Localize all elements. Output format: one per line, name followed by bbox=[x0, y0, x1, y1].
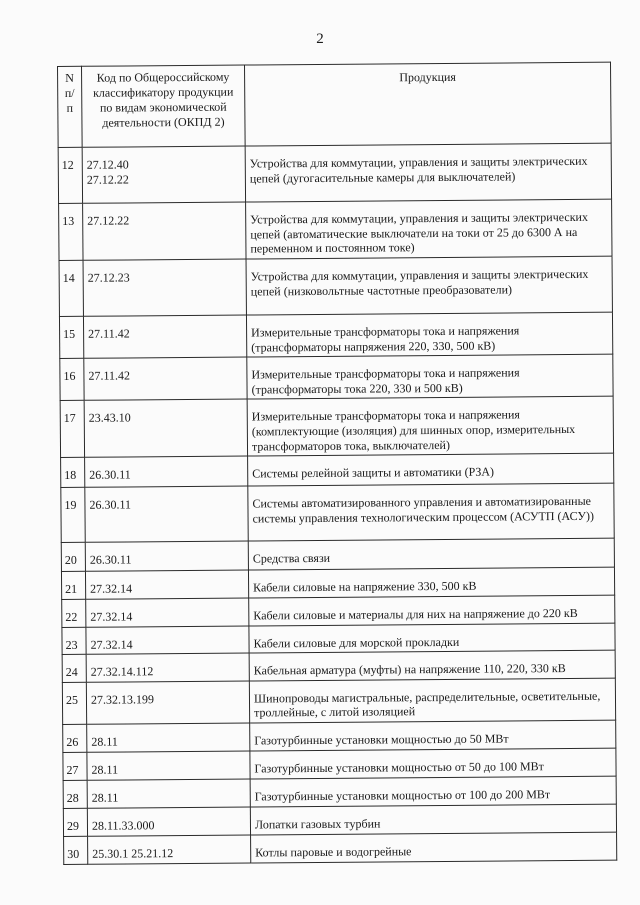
okpd-code: 28.11 bbox=[91, 790, 119, 805]
row-number: 19 bbox=[61, 488, 85, 543]
row-okpd-code bbox=[85, 486, 248, 542]
row-number: 14 bbox=[59, 260, 83, 316]
table-row bbox=[62, 623, 615, 655]
row-number: 17 bbox=[60, 401, 84, 458]
row-number: 27 bbox=[63, 752, 87, 780]
okpd-code: 27.32.14 bbox=[90, 581, 133, 597]
products-table bbox=[57, 62, 617, 865]
row-okpd-code bbox=[87, 751, 250, 780]
row-number: 29 bbox=[63, 808, 87, 836]
okpd-code: 23.43.10 bbox=[88, 410, 131, 426]
row-okpd-code bbox=[86, 598, 249, 627]
okpd-code: 27.32.14.112 bbox=[90, 664, 154, 679]
table-header-row bbox=[58, 62, 612, 147]
row-product: Устройства для коммутации, управления и защиты электрических цепей (дугогасительные камеры для выключателей) bbox=[245, 143, 611, 202]
row-number: 24 bbox=[62, 654, 86, 682]
row-okpd-code bbox=[83, 315, 246, 359]
header-num: N п/п bbox=[58, 66, 83, 147]
row-product: Системы автоматизированного управления и автоматизированные системы управления технологическим процессом (АСУТП (АСУ)) bbox=[248, 483, 614, 541]
okpd-code: 27.12.23 bbox=[87, 270, 130, 285]
table-row bbox=[60, 397, 613, 458]
row-product: Системы релейной защиты и автоматики (РЗА) bbox=[248, 453, 614, 486]
okpd-code: 27.12.40 bbox=[86, 157, 129, 172]
row-okpd-code bbox=[83, 202, 246, 260]
table-row bbox=[63, 748, 616, 780]
table-row bbox=[58, 143, 611, 203]
row-product: Измерительные трансформаторы тока и напряжения (трансформаторы тока 220, 330 и 500 кВ) bbox=[247, 354, 613, 399]
row-product: Газотурбинные установки мощностью до 50 МВт bbox=[250, 720, 616, 751]
okpd-code: 28.11.33.000 bbox=[91, 818, 155, 833]
row-product: Устройства для коммутации, управления и защиты электрических цепей (автоматические выключатели на токи от 25 до 6300 А на переменном и постоянном токе) bbox=[246, 199, 612, 259]
row-number: 28 bbox=[63, 780, 87, 808]
row-number: 18 bbox=[61, 458, 85, 488]
row-product: Средства связи bbox=[248, 538, 614, 570]
okpd-code: 26.30.11 bbox=[89, 497, 132, 513]
row-okpd-code bbox=[87, 779, 250, 808]
row-okpd-code bbox=[88, 835, 251, 864]
row-product: Кабели силовые и материалы для них на напряжение до 220 кВ bbox=[249, 595, 615, 625]
table-row bbox=[62, 650, 615, 682]
row-number: 22 bbox=[62, 599, 86, 627]
row-product: Газотурбинные установки мощностью от 100 до 200 МВт bbox=[250, 776, 616, 807]
row-okpd-code bbox=[82, 146, 245, 203]
table-row bbox=[59, 199, 612, 260]
row-number: 26 bbox=[63, 724, 87, 752]
row-product: Котлы паровые и водогрейные bbox=[251, 832, 617, 863]
table-row bbox=[61, 538, 614, 571]
row-product: Кабельная арматура (муфты) на напряжение 110, 220, 330 кВ bbox=[249, 650, 615, 680]
okpd-code: 27.11.42 bbox=[88, 326, 130, 341]
row-okpd-code bbox=[86, 681, 249, 725]
row-product: Кабели силовые на напряжение 330, 500 кВ bbox=[248, 567, 614, 597]
row-product: Кабели силовые для морской прокладки bbox=[249, 623, 615, 653]
row-product: Измерительные трансформаторы тока и напряжения (трансформаторы напряжения 220, 330, 500 кВ) bbox=[246, 312, 612, 357]
row-okpd-code bbox=[83, 259, 246, 316]
row-okpd-code bbox=[87, 807, 250, 836]
table-row bbox=[59, 312, 612, 359]
row-number: 15 bbox=[59, 316, 83, 358]
okpd-code: 27.32.14 bbox=[90, 636, 133, 652]
row-number: 16 bbox=[60, 358, 84, 400]
okpd-code: 27.12.22 bbox=[87, 213, 130, 228]
table-row bbox=[62, 678, 615, 725]
table-row bbox=[63, 804, 616, 836]
table-row bbox=[59, 256, 612, 316]
row-number: 25 bbox=[62, 682, 86, 724]
row-okpd-code bbox=[86, 626, 249, 655]
row-product: Измерительные трансформаторы тока и напряжения (комплектующие (изоляция) для шинных опор, измерительных трансформаторов тока, выключателей) bbox=[247, 397, 613, 457]
okpd-code: 27.32.13.199 bbox=[90, 692, 155, 707]
row-okpd-code bbox=[84, 357, 247, 401]
row-okpd-code bbox=[85, 541, 248, 571]
row-number: 23 bbox=[62, 627, 86, 655]
row-product: Лопатки газовых турбин bbox=[250, 804, 616, 835]
table-row bbox=[62, 595, 615, 627]
okpd-code: 27.32.14 bbox=[90, 609, 133, 624]
row-number: 21 bbox=[61, 572, 85, 600]
row-number: 12 bbox=[58, 147, 82, 203]
header-product: Продукция bbox=[244, 62, 611, 146]
row-okpd-code bbox=[84, 399, 247, 457]
table-body bbox=[58, 143, 617, 864]
row-product: Шинопроводы магистральные, распределительные, осветительные, троллейные, с литой изоляцией bbox=[249, 678, 615, 723]
row-number: 13 bbox=[59, 203, 83, 260]
row-okpd-code bbox=[86, 653, 249, 682]
table-row bbox=[61, 453, 614, 487]
row-number: 20 bbox=[61, 543, 85, 572]
page-number: 2 bbox=[316, 31, 324, 47]
okpd-code: 26.30.11 bbox=[89, 467, 131, 483]
okpd-code: 27.11.42 bbox=[88, 368, 131, 383]
okpd-code: 28.11 bbox=[91, 734, 118, 749]
table-row bbox=[63, 776, 616, 808]
okpd-code: 25.30.1 25.21.12 bbox=[92, 846, 174, 861]
okpd-code: 26.30.11 bbox=[89, 552, 132, 568]
row-product: Газотурбинные установки мощностью от 50 до 100 МВт bbox=[250, 748, 616, 779]
header-code: Код по Общероссийскому классификатору продукции по видам экономической деятельности (ОКПД 2) bbox=[82, 65, 246, 147]
okpd-code: 28.11 bbox=[91, 762, 119, 777]
row-number: 30 bbox=[64, 836, 88, 864]
table-row bbox=[61, 483, 614, 542]
row-product: Устройства для коммутации, управления и защиты электрических цепей (низковольтные частотные преобразователи) bbox=[246, 256, 612, 315]
row-okpd-code bbox=[85, 456, 248, 487]
row-okpd-code bbox=[87, 723, 250, 752]
okpd-code: 27.12.22 bbox=[86, 172, 129, 187]
table-row bbox=[64, 832, 617, 864]
table-row bbox=[60, 354, 613, 401]
row-okpd-code bbox=[85, 570, 248, 599]
table-row bbox=[61, 567, 614, 599]
table-row bbox=[63, 720, 616, 752]
